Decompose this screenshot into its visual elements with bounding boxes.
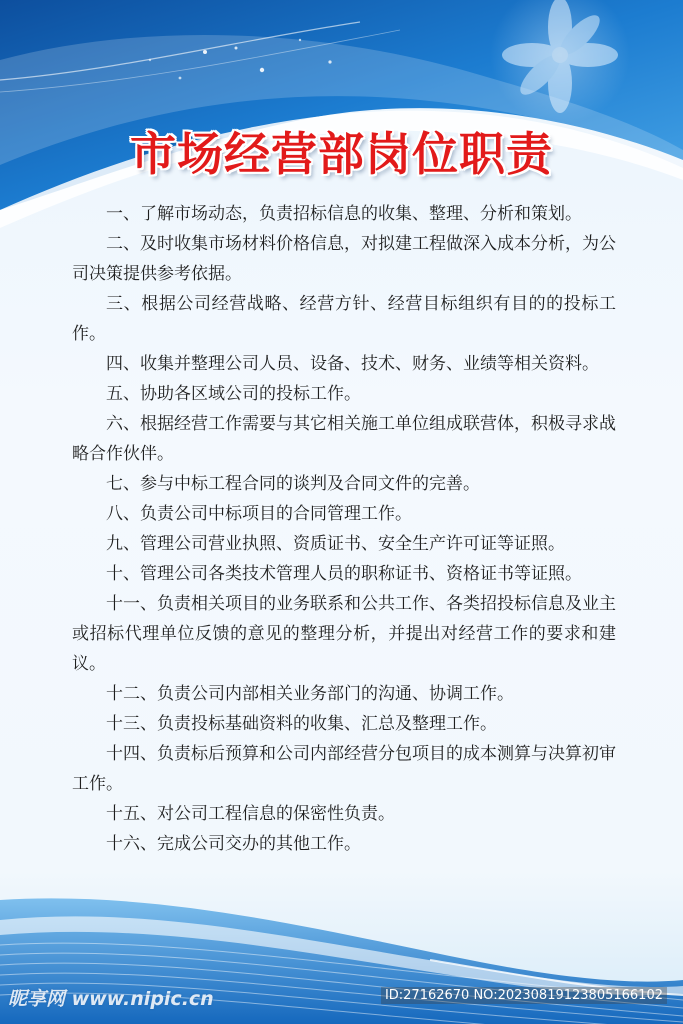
duty-item-13: 十三、负责投标基础资料的收集、汇总及整理工作。 bbox=[106, 714, 497, 734]
duty-item-2: 二、及时收集市场材料价格信息，对拟建工程做深入成本分析，为公司决策提供参考依据。 bbox=[72, 234, 616, 284]
duty-item-10: 十、管理公司各类技术管理人员的职称证书、资格证书等证照。 bbox=[106, 564, 582, 584]
duty-item-14: 十四、负责标后预算和公司内部经营分包项目的成本测算与决算初审工作。 bbox=[72, 744, 616, 794]
duties-list bbox=[72, 199, 616, 859]
watermark-logo: 昵享网 www.nipic.cn bbox=[8, 988, 214, 1010]
duty-item-7: 七、参与中标工程合同的谈判及合同文件的完善。 bbox=[106, 474, 480, 494]
duty-item-15: 十五、对公司工程信息的保密性负责。 bbox=[106, 804, 395, 824]
duty-item-5: 五、协助各区域公司的投标工作。 bbox=[106, 384, 361, 404]
duty-item-11: 十一、负责相关项目的业务联系和公共工作、各类招投标信息及业主或招标代理单位反馈的意见的整理分析，并提出对经营工作的要求和建议。 bbox=[72, 594, 616, 674]
duty-item-4: 四、收集并整理公司人员、设备、技术、财务、业绩等相关资料。 bbox=[106, 354, 599, 374]
watermark-id: ID:27162670 NO:20230819123805166102 bbox=[381, 987, 667, 1004]
page-title: 市场经营部岗位职责 bbox=[130, 127, 553, 181]
duty-item-16: 十六、完成公司交办的其他工作。 bbox=[106, 834, 361, 854]
duty-item-3: 三、根据公司经营战略、经营方针、经营目标组织有目的的投标工作。 bbox=[72, 294, 616, 344]
duty-item-12: 十二、负责公司内部相关业务部门的沟通、协调工作。 bbox=[106, 684, 514, 704]
duty-item-9: 九、管理公司营业执照、资质证书、安全生产许可证等证照。 bbox=[106, 534, 565, 554]
duty-item-1: 一、了解市场动态，负责招标信息的收集、整理、分析和策划。 bbox=[106, 204, 582, 224]
duty-item-6: 六、根据经营工作需要与其它相关施工单位组成联营体，积极寻求战略合作伙伴。 bbox=[72, 414, 616, 464]
duty-item-8: 八、负责公司中标项目的合同管理工作。 bbox=[106, 504, 412, 524]
